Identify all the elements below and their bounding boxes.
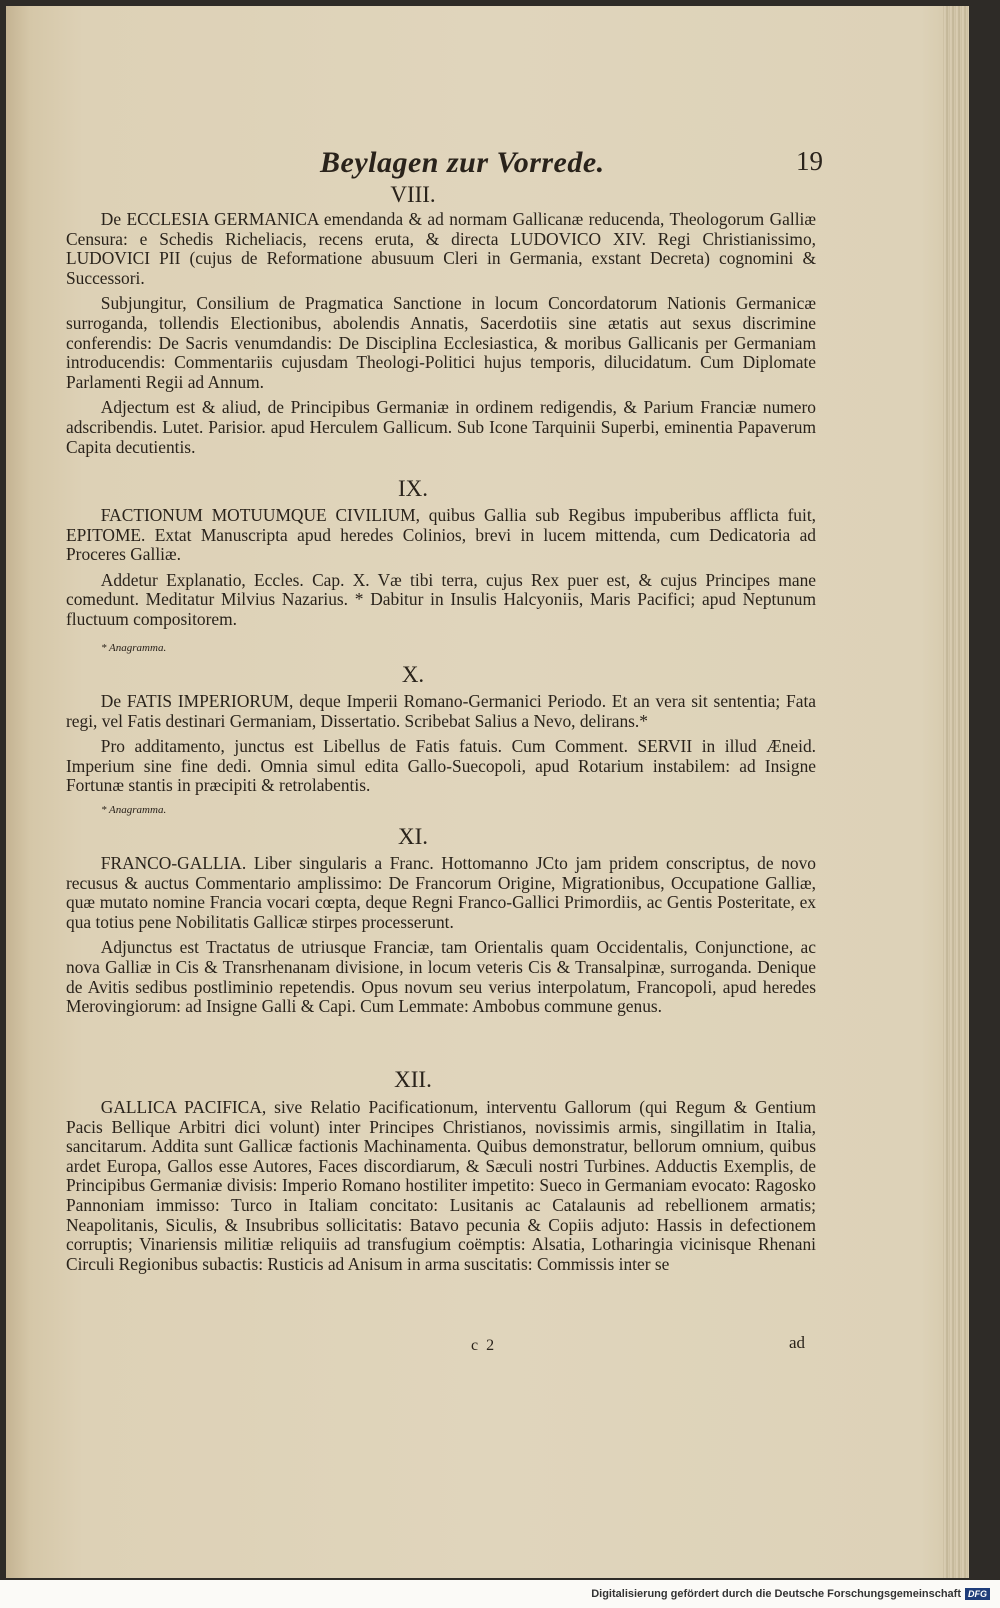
section-xii [66, 1098, 816, 1280]
section-xii-paragraph-1: GALLICA PACIFICA, sive Relatio Pacificationum, interventu Gallorum (qui Regum & Gentium Pacis Bellique Arbitri dici volunt) inter Principes Christianos, novissimis armis, singillatim in Italia, sancitarum. Addita sunt Gallicæ factionis Machinamenta. Quibus demonstratur, bellorum omnium, quibus ardet Europa, Gallos esse Autores, Faces discordiarum, & Sæculi nostri Turbines. Adductis Exemplis, de Principibus Germaniæ divisis: Imperio Romano hostiliter impetito: Sueco in Germaniam evocato: Ragosko Pannoniam immisso: Turco in Italiam concitato: Lusitanis ac Catalaunis ad rebellionem armatis; Neapolitanis, Siculis, & Insubribus sollicitatis: Batavo pecunia & Copiis adjuto: Hassis in defectionem corruptis; Vinariensis militiæ reliquiis ad transfugium coëmptis: Alsatia, Lotharingia vicinisque Rhenani Circuli Regionibus subactis: Rusticis ad Anisum in arma suscitatis: Commissis inter se [66, 1097, 816, 1274]
section-ix [66, 506, 816, 636]
section-xi-paragraph-2: Adjunctus est Tractatus de utriusque Franciæ, tam Orientalis quam Occidentalis, Conjunctione, ac nova Galliæ in Cis & Transrhenanam divisione, in locum veteris Cis & Transalpinæ, surroganda. Denique de Avitis sedibus postliminio repetendis. Opus novum seu verius interpolatum, Francopoli, apud heredes Merovingiorum: ad Insigne Galli & Capi. Cum Lemmate: Ambobus commune genus. [66, 937, 816, 1017]
section-xi-paragraph-1: FRANCO-GALLIA. Liber singularis a Franc. Hottomanno JCto jam pridem conscriptus, de novo recusus & auctus Commentario amplissimo: De Francorum Origine, Migrationibus, Occupatione Galliæ, quæ mutato nomine Francia vocari cœpta, deque Regni Franco-Gallici Primordiis, ac Gentis Posteritate, ex qua totius pene Nobilitatis Gallicæ stirpes processerunt. [66, 853, 816, 932]
section-x [66, 692, 816, 802]
section-x-paragraph-2: Pro additamento, junctus est Libellus de Fatis fatuis. Cum Comment. SERVII in illud Æneid. Imperium sine fine dedi. Omnia simul edita Gallo-Suecopoli, apud Rotarium instabilem: ad Insigne Fortunæ stantis in præcipiti & retrolabentis. [66, 736, 816, 796]
page-edge [943, 6, 969, 1578]
running-header: Beylagen zur Vorrede. [320, 146, 605, 179]
footnote-ix: * Anagramma. [101, 642, 167, 654]
section-xi [66, 854, 816, 1023]
section-viii-paragraph-3: Adjectum est & aliud, de Principibus Germaniæ in ordinem redigendis, & Parium Franciæ numero adscribendis. Lutet. Parisior. apud Herculem Gallicum. Sub Icone Tarquinii Superbi, eminentia Papaverum Capita decutientis. [66, 397, 816, 457]
section-heading-xii: XII. [394, 1067, 432, 1092]
section-viii-paragraph-2: Subjungitur, Consilium de Pragmatica Sanctione in locum Concordatorum Nationis Germanicæ surroganda, tollendis Electionibus, abolendis Annatis, Sacerdotiis sine ætatis aut sexus discrimine conferendis: De Sacris venumdandis: De Disciplina Ecclesiastica, & moribus Gallicanis per Germaniam introducendis: Commentariis cujusdam Theologi-Politici hujus temporis, dilucidatum. Cum Diplomate Parlamenti Regii ad Annum. [66, 293, 816, 392]
digitization-credit [591, 1588, 990, 1600]
section-ix-paragraph-2: Addetur Explanatio, Eccles. Cap. X. Væ tibi terra, cujus Rex puer est, & cujus Principes mane comedunt. Meditatur Milvius Nazarius. * Dabitur in Insulis Halcyoniis, Maris Pacifici; apud Neptunum fluctuum compositorem. [66, 569, 816, 629]
section-x-paragraph-1: De FATIS IMPERIORUM, deque Imperii Romano-Germanici Periodo. Et an vera sit sententia; Fata regi, vel Fatis destinari Germaniam, Dissertatio. Scribebat Salius a Nevo, delirans.* [66, 691, 816, 731]
section-viii-paragraph-1: De ECCLESIA GERMANICA emendanda & ad normam Gallicanæ reducenda, Theologorum Galliæ Censura: e Schedis Richeliacis, recens eruta, & directa LUDOVICO XIV. Regi Christianissimo, LUDOVICI PII (cujus de Reformatione abusuum Cleri in Germania, exstant Decreta) cognomini & Successori. [66, 209, 816, 288]
book-page [6, 6, 969, 1578]
footnote-x: * Anagramma. [101, 804, 167, 816]
section-viii [66, 210, 816, 463]
section-heading-viii: VIII. [390, 182, 436, 207]
section-heading-x: X. [401, 662, 425, 687]
section-heading-ix: IX. [397, 476, 429, 501]
section-heading-xi: XI. [397, 824, 429, 849]
page-number: 19 [796, 146, 823, 176]
catchword: ad [789, 1333, 806, 1352]
dfg-logo-icon: DFG [965, 1588, 990, 1600]
credit-text: Digitalisierung gefördert durch die Deutsche Forschungsgemeinschaft [591, 1588, 961, 1600]
signature-mark: c 2 [471, 1337, 497, 1354]
section-ix-paragraph-1: FACTIONUM MOTUUMQUE CIVILIUM, quibus Gallia sub Regibus impuberibus afflicta fuit, EPITOME. Extat Manuscripta apud heredes Colinios, brevi in lucem mittenda, cum Dedicatoria ad Proceres Galliæ. [66, 505, 816, 565]
